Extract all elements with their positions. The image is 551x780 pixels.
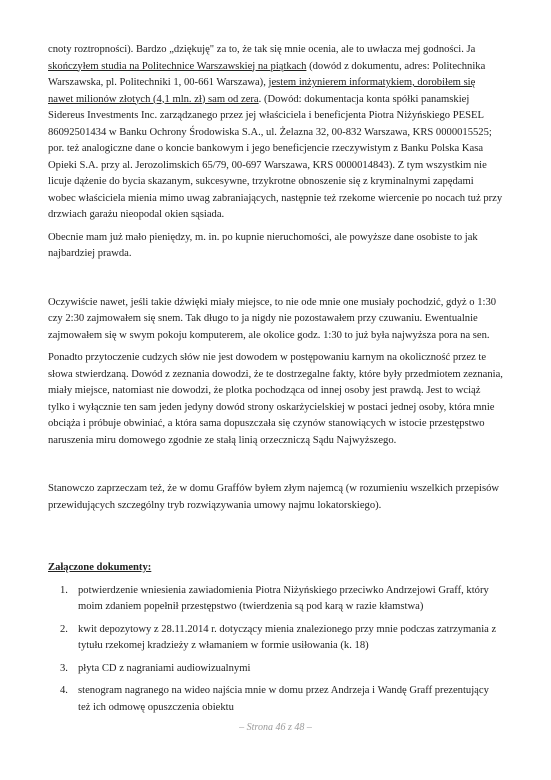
list-item-text: potwierdzenie wniesienia zawiadomienia Piotra Niżyńskiego przeciwko Andrzejowi Graff, który moim zdaniem popełnił przestępstwo (twierdzenia są pod karą w razie kłamstwa) xyxy=(78,584,489,612)
paragraph-1-text-c: . (Dowód: dokumentacja konta spółki panamskiej Sidereus Investments Inc. zarządzanego przez jej właściciela i beneficjenta Piotra Niżyńskiego PESEL 86092501434 w Banku Ochrony Środowiska S.A., ul. Żelazna 32, 00-832 Warszawa, KRS 0000015525; por. też analogiczne dane o koncie bankowym i jego beneficjencie rzeczywistym z Banku Polska Kasa Opieki S.A. przy al. Jerozolimskich 65/79, 00-697 Warszawa, KRS 0000014843). Z tym wszystkim nie licuje dążenie do bycia skazanym, sukcesywne, trzykrotne obnoszenie się z kryminalnymi zapędami wobec właściciela mienia mimo uwag zabraniających, następnie też rzekome wiercenie po nocach tuż przy drzwiach garażu nieopodal okien sąsiada. xyxy=(48,93,503,220)
list-item-text: stenogram nagranego na wideo najścia mnie w domu przez Andrzeja i Wandę Graff prezentujący też ich odmowę opuszczenia obiektu xyxy=(78,685,489,713)
list-item-number: 1. xyxy=(60,584,68,596)
spacer xyxy=(48,520,503,560)
paragraph-5: Stanowczo zaprzeczam też, że w domu Graffów byłem złym najemcą (w rozumieniu wszelkich przepisów przewidujących szczególny tryb rozwiązywania umowy najmu lokatorskiego). xyxy=(48,483,500,511)
list-item-number: 4. xyxy=(60,685,68,696)
underlined-engineer: jestem inżynierem informatykiem, dorobiłem się nawet milionów złotych (4,1 mln. zł) sam od zera xyxy=(48,77,476,105)
paragraph-3: Oczywiście nawet, jeśli takie dźwięki miały miejsce, to nie ode mnie one musiały pochodzić, gdyż o 1:30 czy 2:30 zajmowałem się snem. Tak długo to ja nigdy nie pozostawałem przy czuwaniu. Ewentualnie zajmowałem się w swym pokoju komputerem, ale okolice godz. 1:30 to już była najwyższa pora na sen. xyxy=(48,296,497,341)
list-item-number: 3. xyxy=(60,662,68,674)
spacer xyxy=(48,455,503,481)
list-item xyxy=(48,583,503,616)
paragraph-1-text-b: (dowód z dokumentu, adres: Politechnika Warszawska, pl. Politechniki 1, 00-661 Warszawa), xyxy=(48,60,486,88)
list-item-text: kwit depozytowy z 28.11.2014 r. dotyczący mienia znalezionego przy mnie podczas zatrzymania z tytułu rzekomej kradzieży z włamaniem w formie usiłowania (k. 18) xyxy=(78,623,497,651)
page-footer: – Strona 46 z 48 – xyxy=(239,722,312,733)
list-item xyxy=(48,622,503,655)
paragraph-1 xyxy=(48,42,503,224)
attachments-list xyxy=(48,583,503,717)
paragraph-2: Obecnie mam już mało pieniędzy, m. in. po kupnie nieruchomości, ale powyższe dane osobiste to jak najbardziej prawda. xyxy=(48,231,478,259)
list-item-text: płyta CD z nagraniami audiowizualnymi xyxy=(78,662,251,674)
attachments-heading: Załączone dokumenty: xyxy=(48,562,152,573)
spacer xyxy=(48,269,503,295)
paragraph-4: Ponadto przytoczenie cudzych słów nie jest dowodem w postępowaniu karnym na okoliczność przez te słowa stwierdzaną. Dowód z zeznania dowodzi, że te dostrzegalne fakty, które były przedmiotem zeznania, miały miejsce, natomiast nie dowodzi, że plotka pochodząca od innej osoby jest prawdą. Jest to wciąż tylko i wyłącznie ten sam jeden jedyny dowód strony oskarżycielskiej w postaci jednej osoby, która mnie obciąża i próbuje obwiniać, a która sama dopuszczała się czynów stanowiących w istocie przestępstwo naruszenia miru domowego zgodnie ze stałą linią orzeczniczą Sądu Najwyższego. xyxy=(48,352,503,446)
paragraph-1-text-a: cnoty roztropności). Bardzo „dziękuję" za to, że tak się mnie ocenia, ale to uwłacza mej godności. Ja xyxy=(48,44,476,55)
list-item xyxy=(48,683,503,716)
underlined-studies: skończyłem studia na Politechnice Warszawskiej na piątkach xyxy=(48,60,307,72)
list-item xyxy=(48,661,503,678)
list-item-number: 2. xyxy=(60,623,68,635)
document-body xyxy=(48,42,503,722)
